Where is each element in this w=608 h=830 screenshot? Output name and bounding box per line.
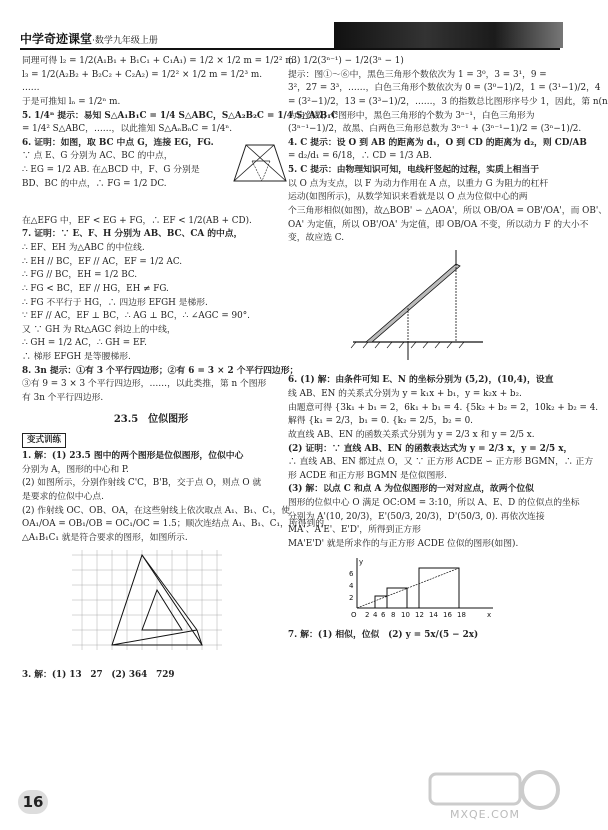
text-line: 形 ACDE 和正方形 BGMN 是位似图形. [288,470,447,481]
text-line: 分别为 A，图形的中心和 P. [22,464,129,475]
text-line: 于是可推知 lₙ = 1/2ⁿ m. [22,96,121,107]
page-header [0,0,563,50]
text-line: …… [22,83,40,94]
axis-label: 6 [381,610,386,619]
text-line: ∴ GH = 1/2 AC，∴ GH = EF. [22,338,147,349]
text-line: ∴ 梯形 EFGH 是等腰梯形. [22,352,131,362]
text-line: 6. (1) 解：由条件可知 E、N 的坐标分别为 (5,2)，(10,4)，设直 [288,375,554,386]
axis-label: 16 [443,610,452,619]
lever-pole-figure [348,250,488,365]
text-line: 7. 解：(1) 相似，位似 (2) y = 5x/(5 − 2x) [288,630,479,641]
text-line: 8. 3n 提示：①有 3 个平行四边形；②有 6 = 3 × 2 个平行四边形； [22,365,299,376]
text-line: 同理可得 l₂ = 1/2(A₁B₁ + B₁C₁ + C₁A₁) = 1/2 × 1/2 m = 1/2² m. [22,56,297,66]
text-line: 为自然数) 个图形中，黑色三角形的个数为 3ⁿ⁻¹，白色三角形为 [288,110,535,121]
text-line: (3ⁿ⁻¹−1)/2，故黑、白两色三角形总数为 3ⁿ⁻¹ + (3ⁿ⁻¹−1)/2 = (3ⁿ−1)/2. [288,124,582,135]
header-rule [20,48,560,50]
text-line: = d₂/d₁ = 6/18，∴ CD = 1/3 AB. [288,151,432,162]
axis-label: y [359,557,364,566]
axis-label: 4 [349,581,354,590]
text-line: 5. C 提示：由物理知识可知，电线杆竖起的过程，实质上相当于 [288,165,540,175]
axis-label: 10 [401,610,410,619]
axis-label: 18 [457,610,466,619]
text-line: ∵ EF // AC，EF ⊥ BC，∴ AG ⊥ BC，∴ ∠AGC = 90°. [22,311,250,322]
trapezoid-figure [232,137,290,195]
text-line: ∴ EF、EH 为△ABC 的中位线. [22,243,145,253]
text-line: = (3²−1)/2，13 = (3³−1)/2，……，3 的指数总比图形序号少 1，因此，第 n(n [288,96,608,107]
text-line: ∴ FG < BC，EF // HG，EH ≠ FG. [22,283,169,294]
header-decor-band [334,22,563,48]
axis-label: 12 [415,610,424,619]
text-line: 以 O 点为支点，以 F 为动力作用在 A 点，以重力 G 为阻力的杠杆 [288,178,549,189]
axis-label: 14 [429,610,438,619]
text-line: MA'、A'E'、E'D'，所得到正方形 [288,525,421,536]
text-line: 线 AB、EN 的关系式分别为 y = k₁x + b₁，y = k₂x + b₂. [288,389,522,399]
text-line: 图形的位似中心 O 满足 OC:OM = 3:10，所以 A、E、D 的位似点的坐标 [288,498,580,508]
exercise-label: 变式训练 [22,433,66,448]
axis-label: 6 [349,569,354,578]
text-line: 故直线 AB、EN 的函数关系式分别为 y = 2/3 x 和 y = 2/5 x. [288,429,535,440]
text-line: 3²，27 = 3³，……，白色三角形个数依次为 0 = (3⁰−1)/2，1 = (3¹−1)/2，4 [288,83,601,94]
text-line: 变，故应选 C. [288,233,344,244]
right-column [288,55,608,643]
text-line: 有 3n 个平行四边形. [22,392,104,403]
text-line: 1. 解：(1) 23.5 图中的两个图形是位似图形，位似中心 [22,451,244,462]
watermark-text: MXQE.COM [450,808,520,821]
axis-label: 4 [373,610,378,619]
text-line: MA'E'D' 就是所求作的与正方形 ACDE 位似的图形(如图). [288,538,519,549]
text-line: ∵ 点 E、G 分别为 AC、BC 的中点， [22,151,173,162]
text-line: (2) 作射线 OC、OB、OA，在这些射线上依次取点 A₁、B₁、C₁，使 [22,505,291,516]
axis-label: x [487,610,492,619]
text-line: 在△EFG 中，EF < EG + FG，∴ EF < 1/2(AB + CD). [22,215,252,226]
text-line: 4. C 提示：设 O 到 AB 的距离为 d₁，O 到 CD 的距离为 d₂，则 CD/AB [288,137,587,148]
text-line: 个三角形相似(如图)，故△BOB' ∽ △AOA'，所以 OB/OA = OB'/OA'，而 OB'、 [288,205,608,216]
series-title: 中学奇迹课堂·数学九年级上册 [20,32,158,46]
axis-label: O [351,610,357,619]
text-line: 5. 1/4ⁿ 提示：易知 S△A₁B₁C = 1/4 S△ABC，S△A₂B₂C = 1/4 S△A₁B₁C [22,110,339,121]
axis-label: 8 [391,610,396,619]
axis-label: 2 [365,610,370,619]
text-line: ∴ FG // BC，EH = 1/2 BC. [22,270,138,281]
text-line: 3. 解：(1) 13 27 (2) 364 729 [22,670,175,681]
text-line: (3) 解：以点 C 和点 A 为位似图形的一对对应点，故两个位似 [288,484,534,495]
similar-triangles-grid-figure [72,550,232,660]
text-line: 提示：图①～⑥中，黑色三角形个数依次为 1 = 3⁰，3 = 3¹，9 = [288,69,547,80]
text-line: 分别为 A'(10, 20/3)，E'(50/3, 20/3)，D'(50/3, 0). 再依次连接 [288,511,545,522]
text-line: = 1/4² S△ABC，……，以此推知 S△AₙBₙC = 1/4ⁿ. [22,124,232,135]
text-line: ③有 9 = 3 × 3 个平行四边形，……，以此类推，第 n 个图形 [22,379,267,390]
text-line: 又 ∵ GH 为 Rt△AGC 斜边上的中线， [22,324,176,335]
squares-coordinate-figure [343,556,503,620]
text-line: ∴ EH // BC，EF // AC，EF = 1/2 AC. [22,256,183,267]
text-line: 是要求的位似中心点. [22,492,104,503]
text-line: 解得 {k₁ = 2/3，b₁ = 0. {k₂ = 2/5，b₂ = 0. [288,416,473,427]
text-line: l₃ = 1/2(A₂B₂ + B₂C₂ + C₂A₂) = 1/2² × 1/2 m = 1/2³ m. [22,69,262,80]
text-line: ∴ 直线 AB、EN 都过点 O，又 ∵ 正方形 ACDE ∽ 正方形 BGMN，∴ 正方 [288,457,594,468]
text-line: 7. 证明：∵ E、F、H 分别为 AB、BC、CA 的中点， [22,229,243,240]
text-line: BD、BC 的中点，∴ FG = 1/2 DC. [22,178,167,189]
text-line: (3) 1/2(3ⁿ⁻¹) − 1/2(3ⁿ − 1) [288,56,404,66]
page-number: 16 [18,790,48,814]
text-line: OA' 为定值，所以 OB'/OA' 为定值，即 OB/OA 不变，所以动力 F 的大小不 [288,219,589,230]
section-title: 23.5 位似图形 [113,413,189,425]
text-line: △A₁B₁C₁ 就是符合要求的图形，如图所示. [22,532,188,543]
text-line: 运动(如图所示)，从数学知识来看就是以 O 点为位似中心的两 [288,192,528,203]
text-line: (2) 如图所示，分别作射线 C'C，B'B，交于点 O，则点 O 就 [22,478,262,489]
text-line: (2) 证明：∵ 直线 AB、EN 的函数表达式为 y = 2/3 x，y = 2/5 x， [288,443,573,454]
text-line: 由题意可得 {3k₁ + b₁ = 2，6k₁ + b₁ = 4. {5k₂ + b₂ = 2，10k₂ + b₂ = 4. [288,402,599,413]
text-line: ∴ EG = 1/2 AB. 在△BCD 中，F、G 分别是 [22,165,200,175]
axis-label: 2 [349,593,354,602]
text-line: ∴ FG 不平行于 HG，∴ 四边形 EFGH 是梯形. [22,297,208,308]
text-line: OA₁/OA = OB₁/OB = OC₁/OC = 1.5；顺次连结点 A₁、B₁、C₁，所得到的 [22,519,325,530]
text-line: 6. 证明：如图，取 BC 中点 G，连接 EG，FG. [22,137,214,148]
